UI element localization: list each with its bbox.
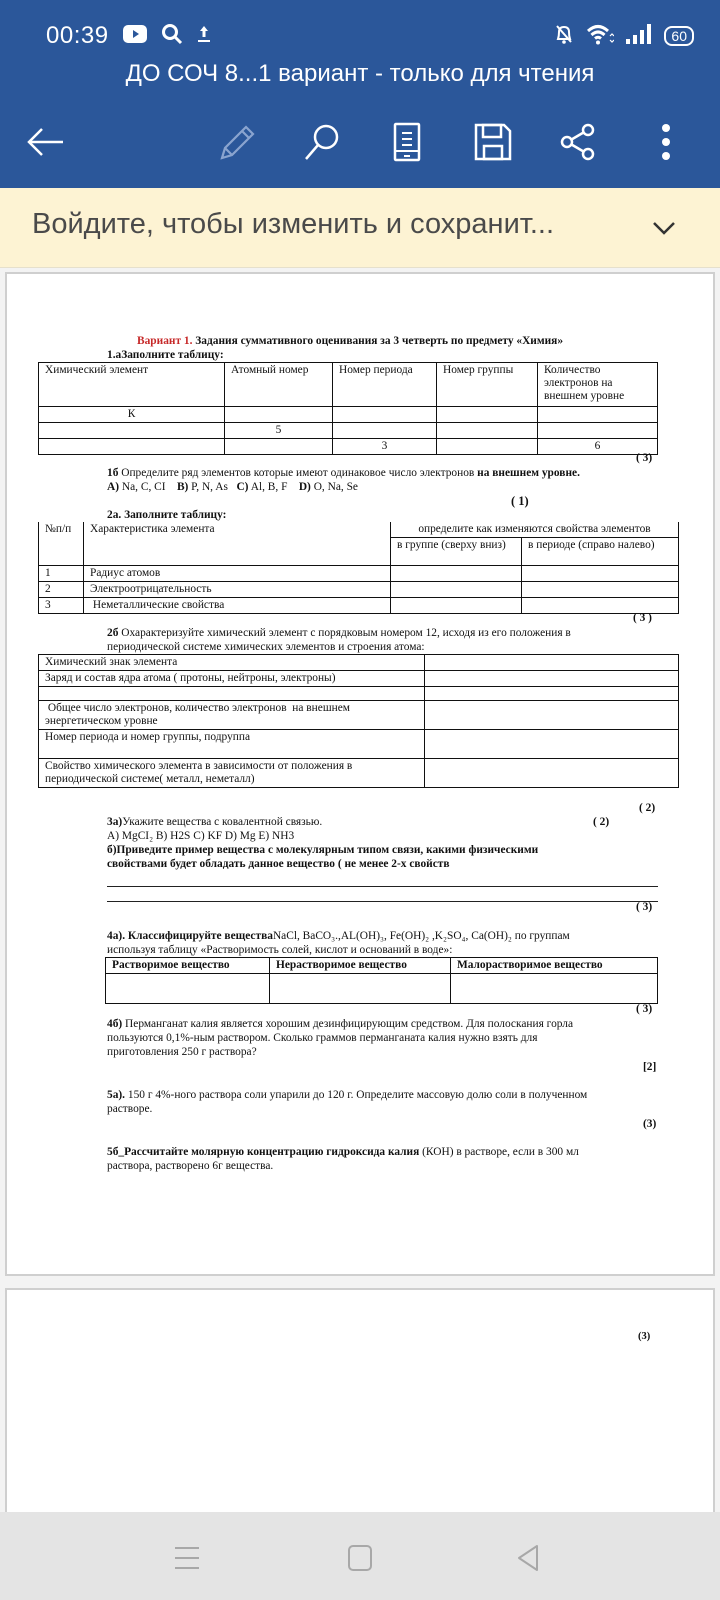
table-cell[interactable]: [39, 439, 225, 455]
table-row: [39, 439, 658, 455]
q4a-text-bold: . Классифицируйте вещества: [122, 930, 273, 942]
q4b-question-line2: пользуются 0,1%-ным раствором. Сколько граммов перманганата калия нужно взять для: [107, 1032, 538, 1044]
recents-icon: [174, 1545, 200, 1571]
table-header-row: [39, 363, 658, 407]
q4a-question-line2: используя таблицу «Растворимость солей, кислот и оснований в воде»:: [107, 944, 453, 956]
q3b-score: ( 3): [636, 901, 653, 913]
table-cell[interactable]: [425, 655, 679, 671]
table-cell: Свойство химического элемента в зависимости от положения в периодической системе( металл, неметалл): [39, 759, 425, 788]
sign-in-banner-text: Войдите, чтобы изменить и сохранит...: [32, 208, 555, 240]
share-button[interactable]: [548, 112, 608, 172]
table-cell: [39, 687, 425, 701]
toolbar: [0, 112, 720, 172]
table-cell[interactable]: 6: [538, 439, 658, 455]
q3a-options: А) MgCI₂ В) H2S С) KF D) Mg E) NH3: [107, 830, 295, 842]
option-key: B): [176, 481, 189, 493]
table-cell: 2: [39, 582, 84, 598]
home-icon: [347, 1544, 373, 1572]
option-value: P, N, As: [188, 481, 228, 493]
table-header: Растворимое вещество: [106, 958, 270, 974]
document-heading: [137, 334, 563, 348]
q2a-table: [38, 522, 679, 614]
table-cell: 1: [39, 566, 84, 582]
q2a-score: ( 3 ): [633, 612, 652, 624]
table-cell[interactable]: [425, 701, 679, 730]
q1b-score: ( 1): [511, 494, 529, 508]
q4b-question-line1: [107, 1017, 573, 1031]
q5b-text: (КОН) в растворе, если в 300 мл: [419, 1146, 579, 1158]
table-cell[interactable]: 5: [225, 423, 333, 439]
table-cell[interactable]: [391, 566, 522, 582]
table-header: определите как изменяются свойства элементов: [391, 522, 679, 538]
q4b-label: 4б): [107, 1018, 123, 1030]
q1b-question: [107, 466, 580, 480]
q5b-question-line1: [107, 1145, 579, 1159]
table-row: [39, 655, 679, 671]
table-row: [39, 582, 679, 598]
table-cell[interactable]: [425, 759, 679, 788]
table-header-row: [106, 958, 658, 974]
clock: 00:39: [46, 22, 109, 49]
q1a-score: ( 3): [636, 452, 653, 464]
youtube-icon: [123, 25, 147, 48]
q3a-question: [107, 815, 322, 829]
q2b-text: Охарактеризуйте химический элемент с порядковым номером 12, исходя из его положения в: [118, 627, 571, 639]
find-button[interactable]: [292, 112, 352, 172]
table-cell[interactable]: [437, 439, 538, 455]
table-row: [39, 423, 658, 439]
variant-label: Вариант 1.: [137, 335, 193, 347]
table-cell: Химический знак элемента: [39, 655, 425, 671]
table-cell: Неметаллические свойства: [84, 598, 391, 614]
q1b-text-bold: на внешнем уровне.: [477, 467, 580, 479]
q2b-question-line2: периодической системе химических элементов и строения атома:: [107, 641, 425, 653]
back-button[interactable]: [16, 112, 76, 172]
q1b-label: 1б: [107, 467, 119, 479]
option-value: Al, B, F: [248, 481, 288, 493]
q4a-table: [105, 957, 658, 1004]
table-header: Номер группы: [437, 363, 538, 407]
option-key: C): [236, 481, 249, 493]
save-button[interactable]: [463, 112, 523, 172]
table-cell: 3: [39, 598, 84, 614]
more-icon: [660, 122, 672, 162]
table-cell[interactable]: [225, 407, 333, 423]
upload-icon: [197, 24, 211, 49]
table-cell[interactable]: К: [39, 407, 225, 423]
chevron-down-icon[interactable]: [648, 212, 680, 244]
table-row: [39, 598, 679, 614]
table-cell[interactable]: [437, 423, 538, 439]
document-title: ДО СОЧ 8...1 вариант - только для чтения: [125, 60, 595, 87]
save-icon: [473, 122, 513, 162]
app-bar: [0, 0, 720, 188]
q2b-score: ( 2): [639, 802, 656, 814]
table-cell[interactable]: [425, 671, 679, 687]
q3a-text: Укажите вещества с ковалентной связью.: [122, 816, 323, 828]
table-row: [39, 407, 658, 423]
table-cell[interactable]: [270, 974, 451, 1004]
table-cell[interactable]: [425, 687, 679, 701]
q3a-label: 3а): [107, 816, 123, 828]
system-back-button[interactable]: [506, 1536, 550, 1580]
table-header: №п/п: [39, 522, 84, 566]
option-key: D): [298, 481, 311, 493]
table-header: в группе (сверху вниз): [391, 538, 522, 566]
table-cell[interactable]: [333, 407, 437, 423]
answer-line[interactable]: [107, 901, 658, 902]
table-header: в периоде (справо налево): [522, 538, 679, 566]
q5b-question-line2: раствора, растворено 6г вещества.: [107, 1160, 274, 1172]
option-key: A): [107, 481, 120, 493]
q5b-text-bold: 5б_Рассчитайте молярную концентрацию гидроксида калия: [107, 1146, 420, 1158]
table-cell[interactable]: [538, 423, 658, 439]
q4b-score: [2]: [643, 1061, 657, 1073]
share-icon: [558, 122, 598, 162]
table-row: [106, 974, 658, 1004]
home-button[interactable]: [338, 1536, 382, 1580]
q1b-options: [107, 480, 358, 494]
pencil-icon: [216, 122, 256, 162]
table-header: Количество электронов на внешнем уровне: [538, 363, 658, 407]
document-page-1: [5, 272, 715, 1276]
table-header: Атомный номер: [225, 363, 333, 407]
back-arrow-icon: [26, 127, 66, 157]
q3b-question-line2: свойствами будет обладать данное вещество ( не менее 2-х свойств: [107, 858, 450, 870]
system-nav-bar: [0, 1512, 720, 1600]
edit-button[interactable]: [206, 112, 266, 172]
wifi-icon: [586, 23, 614, 50]
heading-title: Задания суммативного оценивания за 3 четверть по предмету «Химия»: [192, 335, 564, 347]
battery-indicator: 60: [664, 26, 694, 46]
table-cell[interactable]: [391, 582, 522, 598]
q4a-label: 4а): [107, 930, 123, 942]
table-header: Нерастворимое вещество: [270, 958, 451, 974]
search-icon: [302, 122, 342, 162]
table-cell[interactable]: [522, 582, 679, 598]
q4b-text: Перманганат калия является хорошим дезинфицирующим средством. Для полоскания горла: [122, 1018, 574, 1030]
answer-line[interactable]: [107, 886, 658, 887]
table-header: Характеристика элемента: [84, 522, 391, 566]
option-value: O, Na, Se: [310, 481, 358, 493]
search-icon: [161, 23, 183, 50]
table-cell: Номер периода и номер группы, подруппа: [39, 730, 425, 759]
q3b-question-line1: б)Приведите пример вещества с молекулярным типом связи, какими физическими: [107, 844, 539, 856]
mobile-view-icon: [392, 122, 422, 162]
table-cell: Общее число электронов, количество электронов на внешнем энергетическом уровне: [39, 701, 425, 730]
table-row: [39, 687, 679, 701]
q2b-table: [38, 654, 679, 788]
sign-in-banner[interactable]: [0, 188, 720, 268]
q3a-score: ( 2): [593, 816, 610, 828]
option-value: Na, C, CI: [119, 481, 166, 493]
q2b-label: 2б: [107, 627, 119, 639]
table-row: [39, 701, 679, 730]
q5a-text: 150 г 4%-ного раствора соли упарили до 120 г. Определите массовую долю соли в полученном: [125, 1089, 588, 1101]
table-cell[interactable]: [391, 598, 522, 614]
q1b-text: Определите ряд элементов которые имеют одинаковое число электронов: [118, 467, 478, 479]
table-row: [39, 730, 679, 759]
table-header: Химический элемент: [39, 363, 225, 407]
q4a-score: ( 3): [636, 1003, 653, 1015]
bell-muted-icon: [554, 23, 574, 50]
mobile-view-button[interactable]: [377, 112, 437, 172]
table-row: [39, 671, 679, 687]
table-cell[interactable]: [425, 730, 679, 759]
signal-icon: [626, 23, 652, 50]
table-header: Малорастворимое вещество: [451, 958, 658, 974]
table-header: Номер периода: [333, 363, 437, 407]
table-cell: Электроотрицательность: [84, 582, 391, 598]
table-cell[interactable]: [39, 423, 225, 439]
q2a-label: 2а. Заполните таблицу:: [107, 509, 227, 521]
table-cell[interactable]: [225, 439, 333, 455]
more-button[interactable]: [636, 112, 696, 172]
q5a-label: 5а).: [107, 1089, 126, 1101]
q2b-question-line1: [107, 626, 571, 640]
q1a-table: [38, 362, 658, 455]
table-cell[interactable]: [538, 407, 658, 423]
q4a-question-line1: [107, 929, 570, 943]
table-row: [39, 759, 679, 788]
table-cell: Радиус атомов: [84, 566, 391, 582]
status-bar: [46, 20, 694, 52]
table-row: [39, 566, 679, 582]
q4a-substances: NaCl, BaCO₃.,AL(OH)₃, Fe(OH)₂ ,K₂SO₄, Ca(OH)₂ по группам: [272, 930, 570, 942]
q5a-question-line1: [107, 1088, 587, 1102]
table-cell: Заряд и состав ядра атома ( протоны, нейтроны, электроны): [39, 671, 425, 687]
q1a-label: 1.аЗаполните таблицу:: [107, 349, 224, 361]
table-cell[interactable]: [451, 974, 658, 1004]
recents-button[interactable]: [165, 1536, 209, 1580]
q5a-question-line2: растворе.: [107, 1103, 153, 1115]
q5a-score: (3): [643, 1118, 657, 1130]
table-cell[interactable]: [333, 423, 437, 439]
back-icon: [515, 1543, 541, 1573]
table-cell[interactable]: [522, 566, 679, 582]
table-cell[interactable]: [437, 407, 538, 423]
q4b-question-line3: приготовления 250 г раствора?: [107, 1046, 257, 1058]
table-cell[interactable]: [522, 598, 679, 614]
page2-score: (3): [638, 1331, 651, 1342]
table-cell[interactable]: 3: [333, 439, 437, 455]
table-cell[interactable]: [106, 974, 270, 1004]
